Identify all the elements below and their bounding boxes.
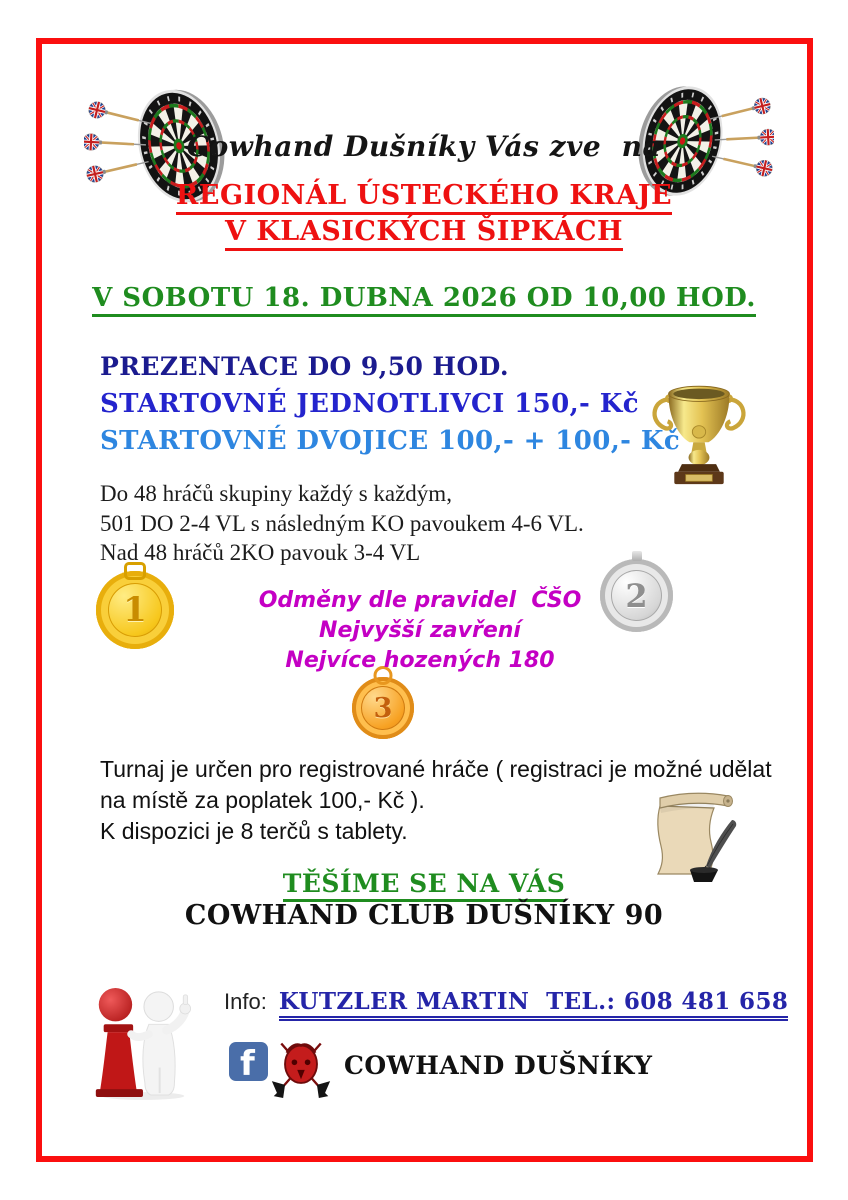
invite-line [50,130,798,163]
info-label: Info: [224,989,267,1014]
title-line-2: V KLASICKÝCH ŠIPKÁCH [50,216,798,251]
registration-line-1: Turnaj je určen pro registrované hráče ( registraci je možné udělat [100,756,772,782]
registration-line-3: K dispozici je 8 terčů s tablety. [100,818,408,844]
club-line: COWHAND CLUB DUŠNÍKY 90 [184,900,664,931]
registration-line-2: na místě za poplatek 100,- Kč ). [100,787,425,813]
club-logo-icon [270,1034,332,1100]
presentation-time-line: PREZENTACE DO 9,50 HOD. [100,352,509,381]
invite-text: Cowhand Dušníky Vás zve na [186,130,662,163]
gold-medal-icon: 1 [96,571,174,649]
title-line-1: REGIONÁL ÚSTECKÉHO KRAJE [50,180,798,215]
date-line: V SOBOTU 18. DUBNA 2026 OD 10,00 HOD. [50,283,798,317]
awards-block [170,586,670,676]
awards-line-3: Nejvíce hozených 180 [285,648,555,673]
closing-line: TĚŠÍME SE NA VÁS [50,869,798,902]
format-line-1: Do 48 hráčů skupiny každý s každým, [100,481,452,506]
entry-fee-doubles-line: STARTOVNÉ DVOJICE 100,- + 100,- Kč [100,426,681,456]
contact-phone-line: KUTZLER MARTIN TEL.: 608 481 658 [279,988,788,1021]
info-figure-icon [86,981,196,1101]
trophy-icon [642,368,756,490]
format-line-2: 501 DO 2-4 VL s následným KO pavoukem 4-6 VL. [100,510,584,536]
awards-line-2: Nejvyšší zavření [319,618,521,643]
awards-line-1: Odměny dle pravidel ČŠO [258,588,582,613]
entry-fee-singles-line: STARTOVNÉ JEDNOTLIVCI 150,- Kč [100,389,639,419]
club-name-line: COWHAND DUŠNÍKY [344,1051,653,1080]
silver-medal-icon: 2 [600,559,673,632]
facebook-icon: f [229,1042,268,1081]
bronze-medal-icon: 3 [352,677,414,739]
tournament-format-block [100,479,584,568]
format-line-3: Nad 48 hráčů 2KO pavouk 3-4 VL [100,540,421,565]
contact-row [224,988,788,1021]
